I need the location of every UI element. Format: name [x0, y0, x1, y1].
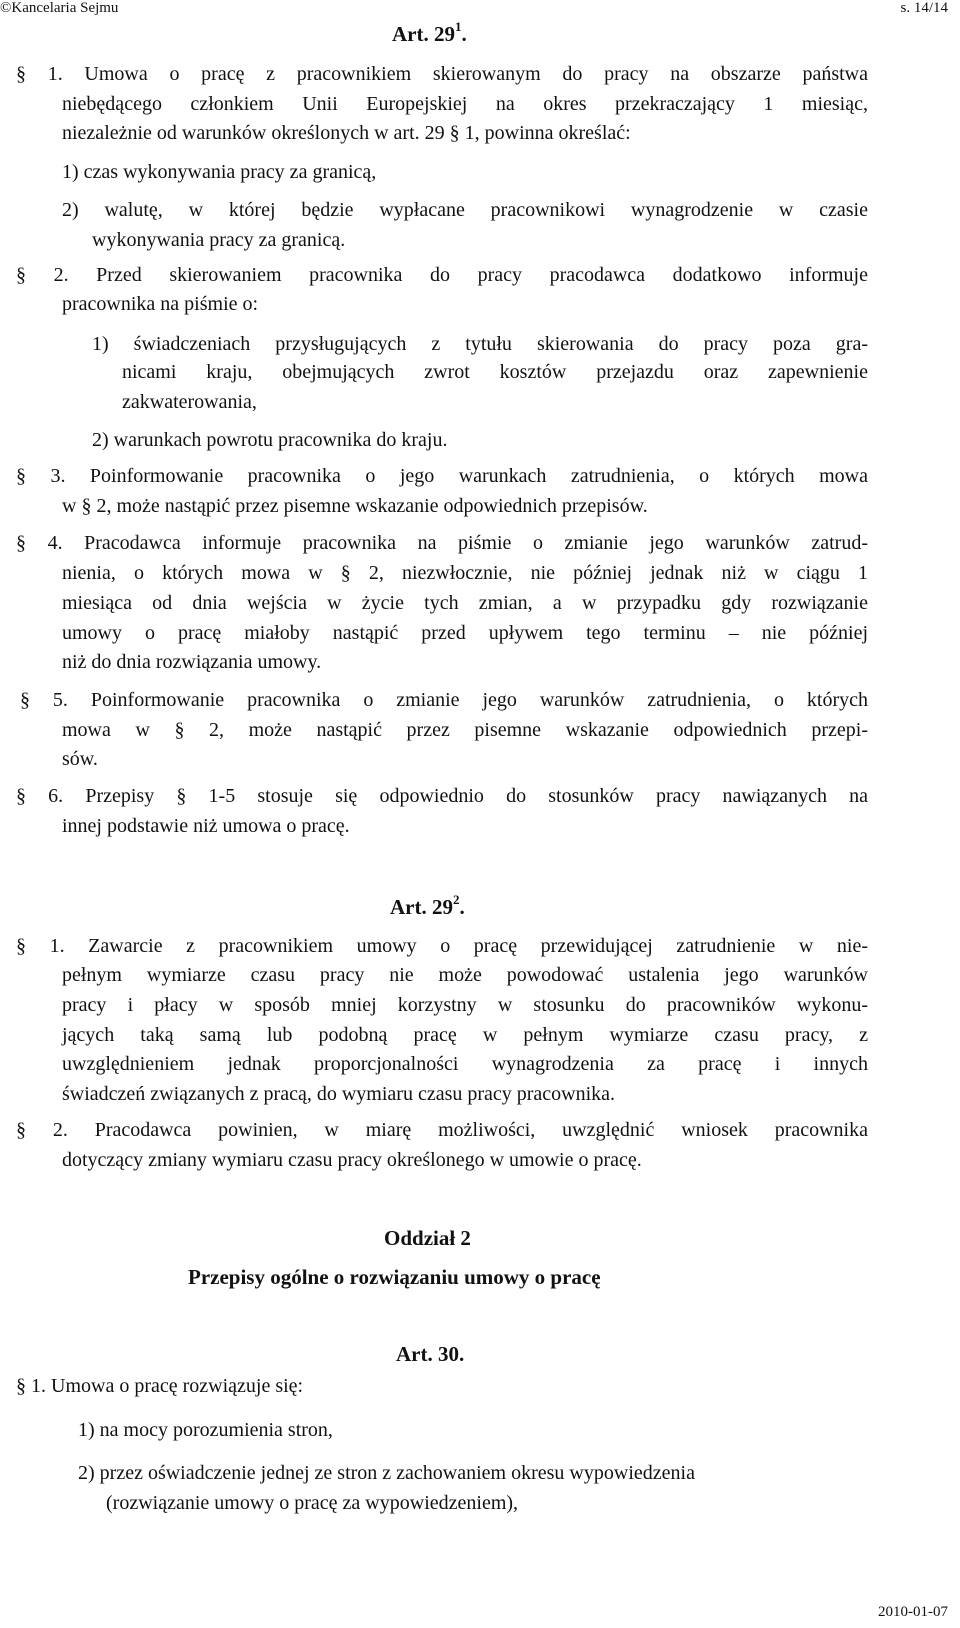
art29-1-line: niż do dnia rozwiązania umowy. — [62, 651, 322, 673]
header-page-number: s. 14/14 — [900, 0, 948, 16]
art29-1-line: innej podstawie niż umowa o pracę. — [62, 815, 350, 837]
art29-1-line: § 3. Poinformowanie pracownika o jego warunkach zatrudnienia, o których mowa — [16, 465, 868, 487]
art29-2-line: dotyczący zmiany wymiaru czasu pracy określonego w umowie o pracę. — [62, 1149, 642, 1171]
section-subheading: Przepisy ogólne o rozwiązaniu umowy o pracę — [188, 1265, 601, 1289]
art30-line: 1) na mocy porozumienia stron, — [78, 1419, 333, 1441]
art29-1-line: nicami kraju, obejmujących zwrot kosztów przejazdu oraz zapewnienie — [122, 361, 868, 383]
art29-1-line: umowy o pracę miałoby nastąpić przed upływem tego terminu – nie później — [62, 622, 868, 644]
art29-1-line: sów. — [62, 748, 98, 770]
art30-line: (rozwiązanie umowy o pracę za wypowiedzeniem), — [106, 1492, 519, 1514]
art29-1-line: miesiąca od dnia wejścia w życie tych zmian, a w przypadku gdy rozwiązanie — [62, 592, 868, 614]
art29-2-line: świadczeń związanych z pracą, do wymiaru czasu pracy pracownika. — [62, 1083, 616, 1105]
art29-1-line: zakwaterowania, — [122, 391, 257, 413]
header-copyright: ©Kancelaria Sejmu — [0, 0, 119, 16]
art29-1-line: w § 2, może nastąpić przez pisemne wskazanie odpowiednich przepisów. — [62, 495, 648, 517]
art29-1-line: nienia, o których mowa w § 2, niezwłocznie, nie później jednak niż w ciągu 1 — [62, 562, 868, 584]
art29-1-line: § 6. Przepisy § 1-5 stosuje się odpowiednio do stosunków pracy nawiązanych na — [16, 785, 868, 807]
art29-1-line: § 5. Poinformowanie pracownika o zmianie jego warunków zatrudnienia, o których — [20, 689, 868, 711]
article-heading-29-1: Art. $29^1$. — [392, 19, 467, 46]
art29-1-line: mowa w § 2, może nastąpić przez pisemne wskazanie odpowiednich przepi- — [62, 719, 868, 741]
art29-1-line: 1) świadczeniach przysługujących z tytułu skierowania do pracy poza gra- — [92, 333, 868, 355]
footer-date: 2010-01-07 — [878, 1604, 948, 1620]
art29-1-line: § 2. Przed skierowaniem pracownika do pracy pracodawca dodatkowo informuje — [16, 264, 868, 286]
art29-2-line: jących taką samą lub podobną pracę w pełnym wymiarze czasu pracy, z — [62, 1024, 868, 1046]
art29-1-line: niezależnie od warunków określonych w art. 29 § 1, powinna określać: — [62, 122, 631, 144]
art29-2-line: pracy i płacy w sposób mniej korzystny w stosunku do pracowników wykonu- — [62, 994, 868, 1016]
art30-line: 2) przez oświadczenie jednej ze stron z zachowaniem okresu wypowiedzenia — [78, 1462, 695, 1484]
article-heading-29-2: Art. $29^2$. — [390, 892, 465, 919]
article-heading-30: Art. 30. — [396, 1342, 465, 1366]
art29-1-line: 1) czas wykonywania pracy za granicą, — [62, 161, 377, 183]
art29-1-line: niebędącego członkiem Unii Europejskiej na okres przekraczający 1 miesiąc, — [62, 93, 868, 115]
art29-2-line: uwzględnieniem jednak proporcjonalności wynagrodzenia za pracę i innych — [62, 1053, 868, 1075]
art29-1-line: pracownika na piśmie o: — [62, 293, 259, 315]
art29-2-line: § 2. Pracodawca powinien, w miarę możliwości, uwzględnić wniosek pracownika — [16, 1119, 868, 1141]
art29-1-line: 2) warunkach powrotu pracownika do kraju. — [92, 429, 448, 451]
art29-2-line: § 1. Zawarcie z pracownikiem umowy o pracę przewidującej zatrudnienie w nie- — [16, 935, 868, 957]
art29-1-line: 2) walutę, w której będzie wypłacane pracownikowi wynagrodzenie w czasie — [62, 199, 868, 221]
art29-1-line: § 4. Pracodawca informuje pracownika na piśmie o zmianie jego warunków zatrud- — [16, 532, 868, 554]
art30-line: § 1. Umowa o pracę rozwiązuje się: — [16, 1375, 304, 1397]
art29-1-line: wykonywania pracy za granicą. — [92, 229, 346, 251]
section-heading: Oddział 2 — [384, 1226, 471, 1250]
art29-1-line: § 1. Umowa o pracę z pracownikiem skierowanym do pracy na obszarze państwa — [16, 63, 868, 85]
art29-2-line: pełnym wymiarze czasu pracy nie może powodować ustalenia jego warunków — [62, 964, 868, 986]
